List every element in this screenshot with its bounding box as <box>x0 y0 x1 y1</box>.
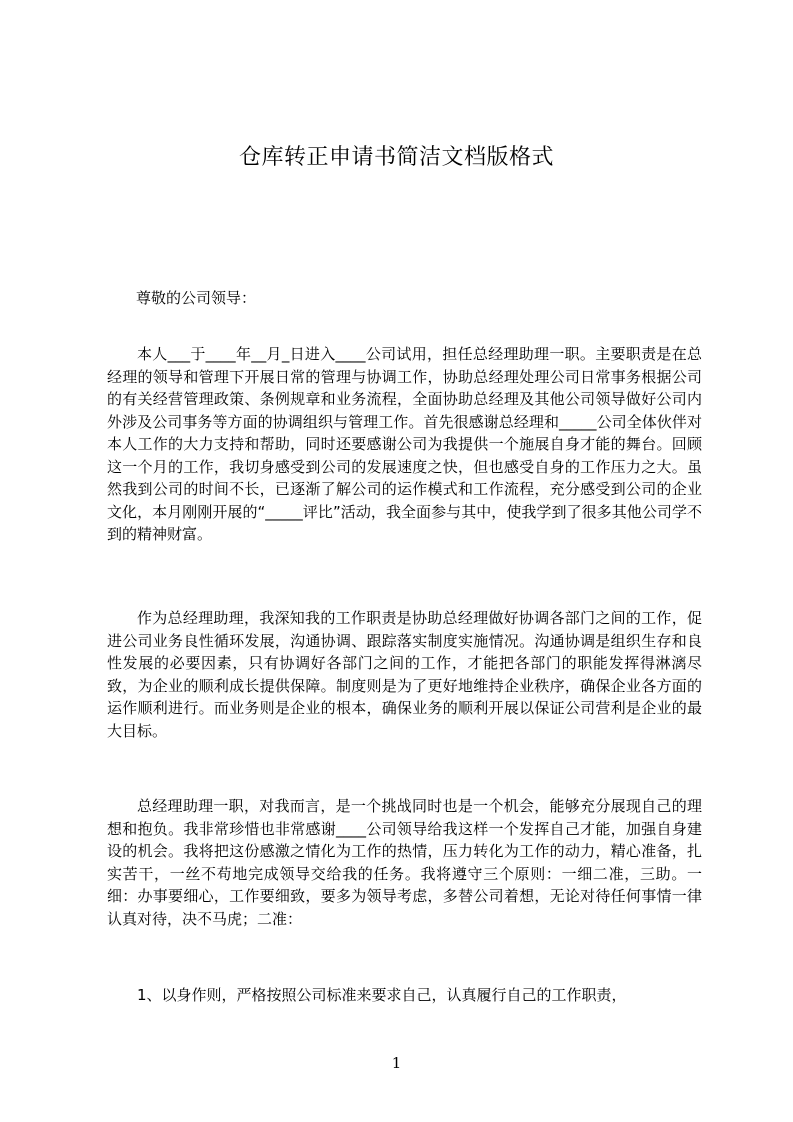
document-title: 仓库转正申请书简洁文档版格式 <box>238 145 554 170</box>
paragraph-3: 总经理助理一职，对我而言，是一个挑战同时也是一个机会，能够充分展现自己的理想和抱负。我非常珍惜也非常感谢____公司领导给我这样一个发挥自己才能，加强自身建设的机会。我将把这份感激之情化为工作的热情，压力转化为工作的动力，精心准备，扎实苦干，一丝不苟地完成领导交给我的任务。我将遵守三个原则：一细二准，三助。一细：办事要细心，工作要细致，要多为领导考虑，多替公司着想，无论对待任何事情一律认真对待，决不马虎；二准： <box>107 797 702 928</box>
paragraph-1: 本人___于____年__月_日进入____公司试用，担任总经理助理一职。主要职责是在总经理的领导和管理下开展日常的管理与协调工作，协助总经理处理公司日常事务根据公司的有关经营管理政策、条例规章和业务流程，全面协助总经理及其他公司领导做好公司内外涉及公司事务等方面的协调组织与管理工作。首先很感谢总经理和_____公司全体伙伴对本人工作的大力支持和帮助，同时还要感谢公司为我提供一个施展自身才能的舞台。回顾这一个月的工作，我切身感受到公司的发展速度之快，但也感受自身的工作压力之大。虽然我到公司的时间不长，已逐渐了解公司的运作模式和工作流程，充分感受到公司的企业文化，本月刚刚开展的“_____评比”活动，我全面参与其中，使我学到了很多其他公司学不到的精神财富。 <box>107 345 702 543</box>
salutation: 尊敬的公司领导： <box>136 289 257 307</box>
page-number: 1 <box>391 1054 402 1072</box>
list-item-1: 1、以身作则，严格按照公司标准来要求自己，认真履行自己的工作职责， <box>137 986 627 1004</box>
paragraph-2: 作为总经理助理，我深知我的工作职责是协助总经理做好协调各部门之间的工作，促进公司业务良性循环发展，沟通协调、跟踪落实制度实施情况。沟通协调是组织生存和良性发展的必要因素，只有协调好各部门之间的工作，才能把各部门的职能发挥得淋漓尽致，为企业的顺利成长提供保障。制度则是为了更好地维持企业秩序，确保企业各方面的运作顺利进行。而业务则是企业的根本，确保业务的顺利开展以保证公司营利是企业的最大目标。 <box>107 609 702 740</box>
